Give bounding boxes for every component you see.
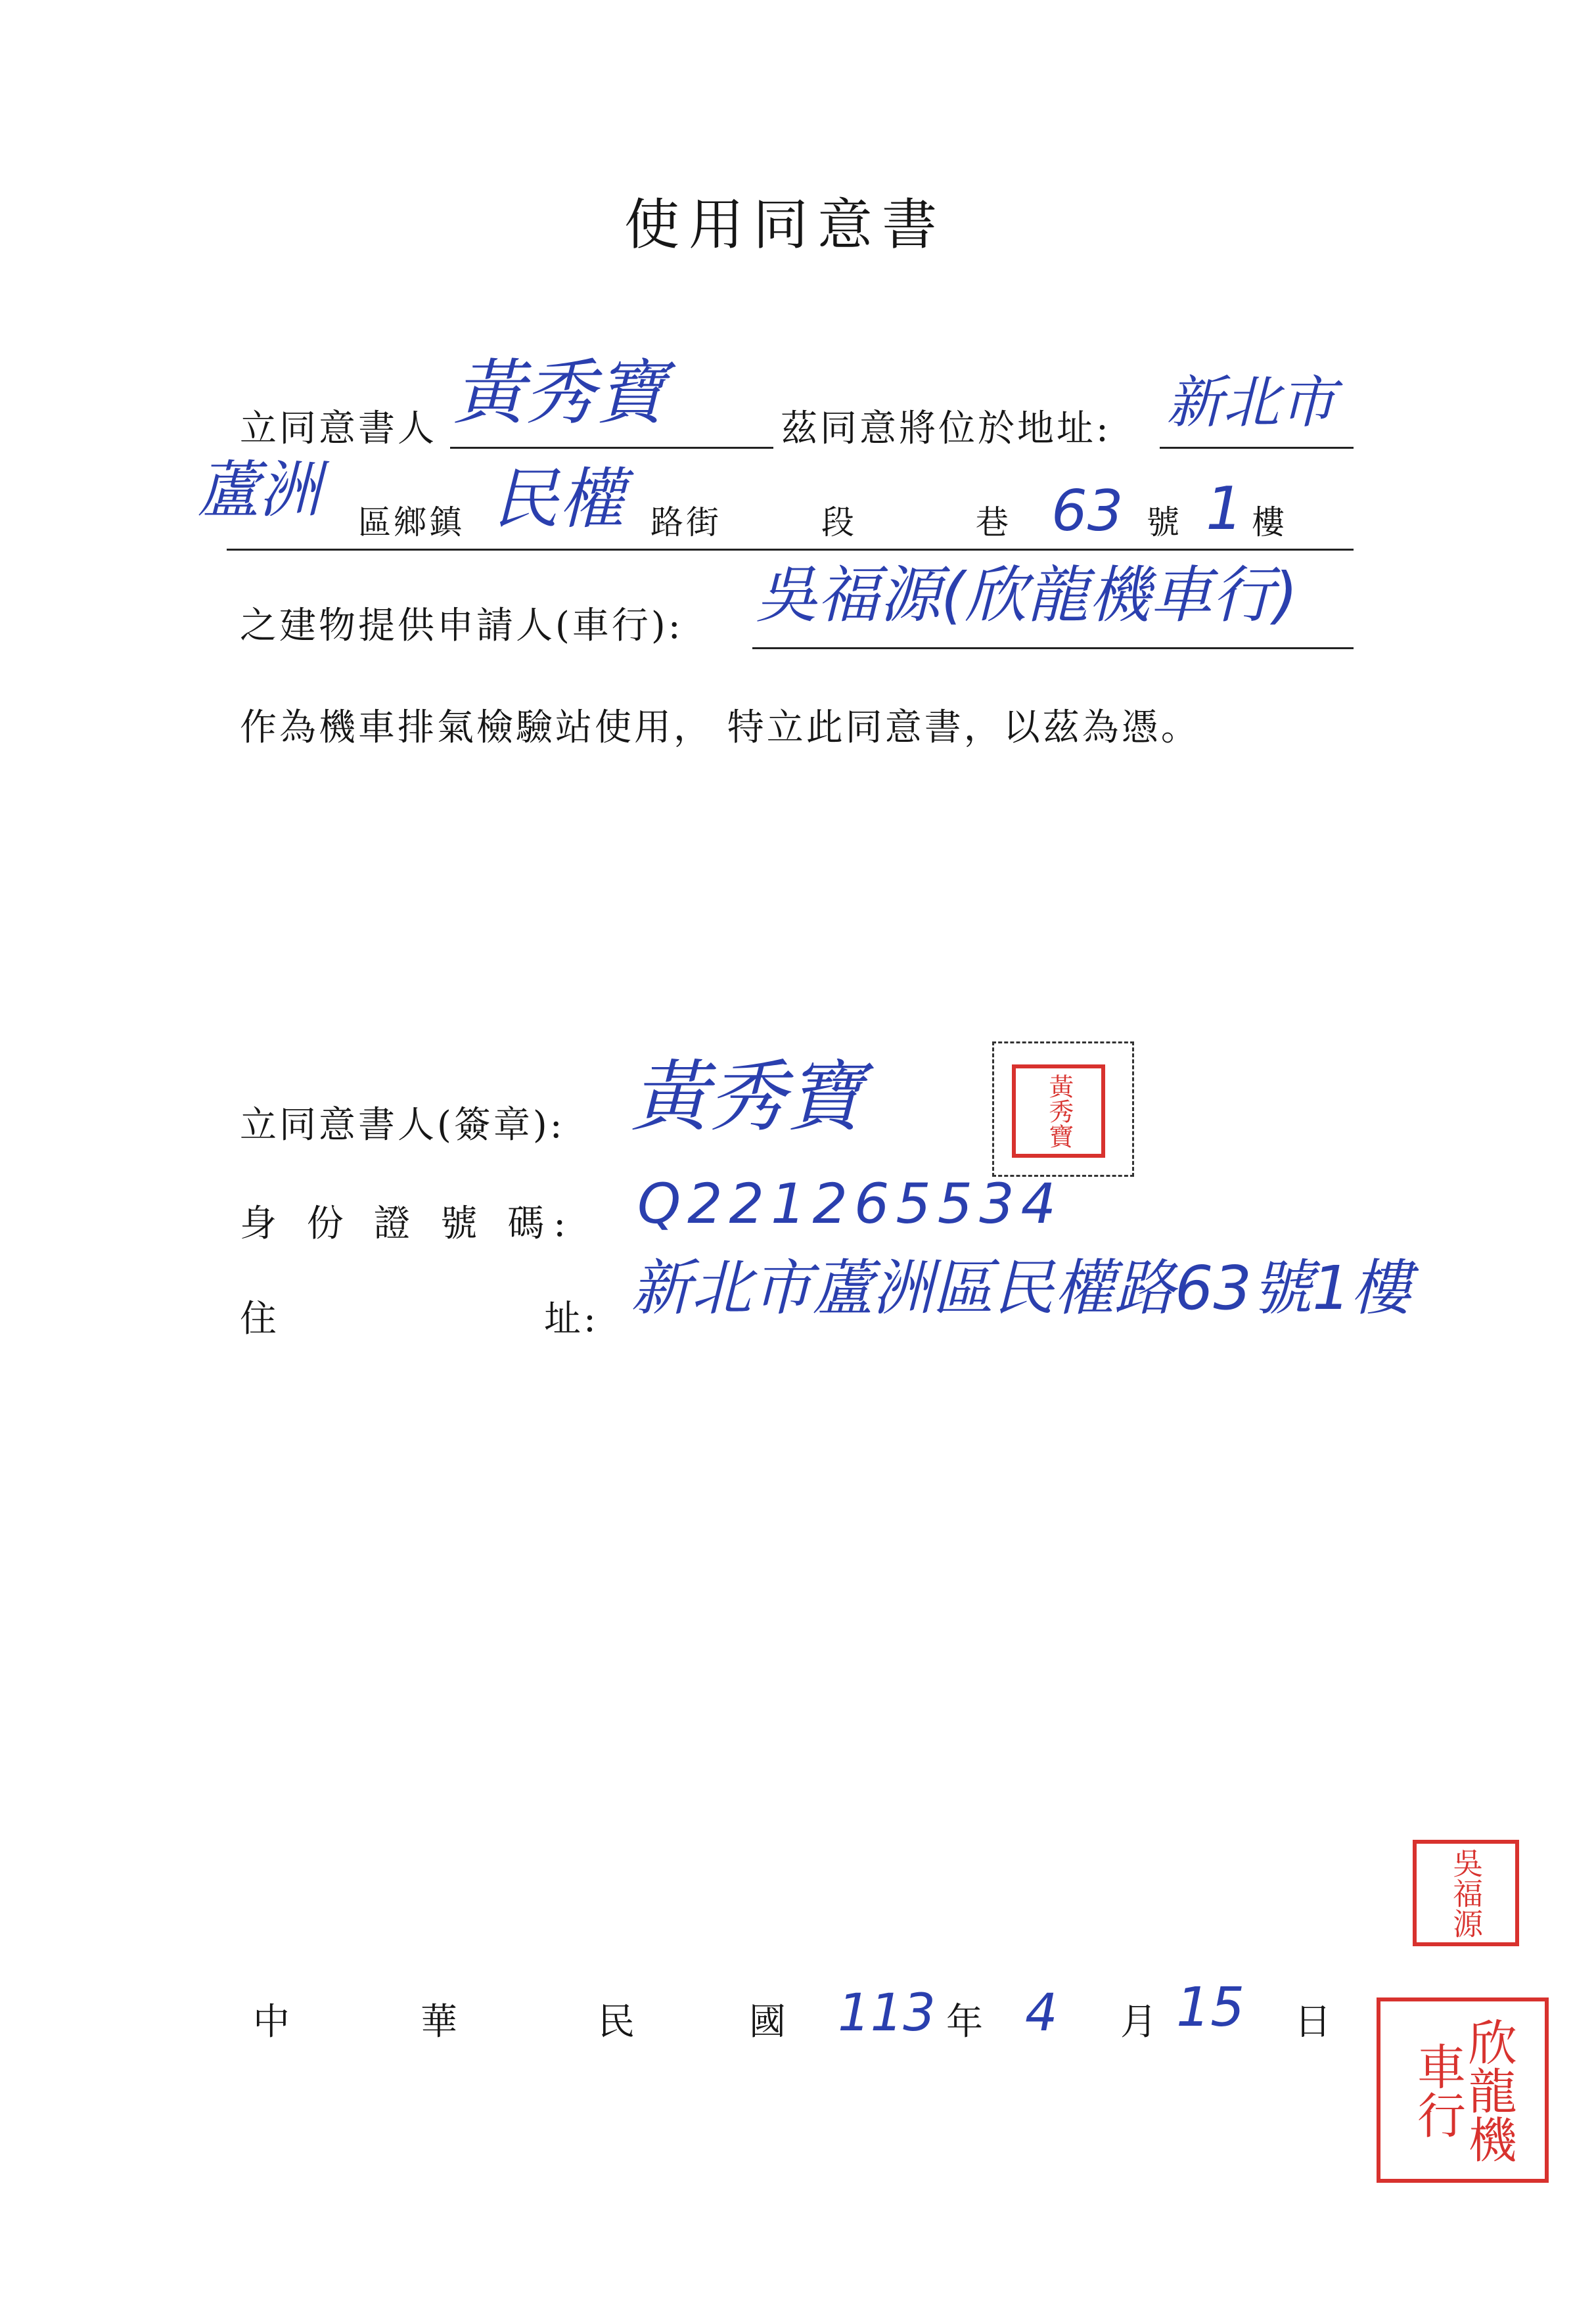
district-label: 區鄉鎮 [358,503,465,541]
residence-address-handwritten: 新北市蘆洲區民權路63號1樓 [631,1253,1411,1323]
consent-statement: 作為機車排氣檢驗站使用， 特立此同意書，以茲為憑。 [240,706,1200,749]
road-handwritten: 民權 [493,461,624,537]
number-label: 號 [1147,503,1182,541]
applicant-seal-stamp: 吳福源 [1413,1840,1519,1946]
id-number-label: 身 份 證 號 碼: [240,1202,576,1245]
page-title: 使用同意書 [624,193,947,257]
floor-handwritten: 1 [1206,474,1244,543]
signature-handwritten: 黃秀寶 [631,1051,864,1142]
consenter-prefix-label: 立同意書人 [240,407,437,450]
date-month-label: 月 [1120,2001,1160,2043]
district-handwritten: 蘆洲 [197,455,321,526]
date-month-handwritten: 4 [1025,1984,1058,2043]
date-year-handwritten: 113 [838,1984,936,2043]
applicant-prefix-label: 之建物提供申請人(車行): [240,605,683,647]
date-char-zhong: 中 [253,2001,292,2043]
id-number-handwritten: Q221265534 [637,1172,1063,1236]
house-number-handwritten: 63 [1051,478,1124,544]
section-label: 段 [821,503,857,541]
consenter-name-handwritten: 黃秀寶 [453,352,667,434]
shop-seal-stamp: 欣龍機車行 [1377,1997,1549,2183]
address-line [227,549,1354,551]
signature-label: 立同意書人(簽章): [240,1104,565,1147]
applicant-line [752,647,1354,649]
residence-label-start: 住 [240,1298,279,1340]
consent-address-label: 茲同意將位於地址: [781,407,1111,450]
date-char-guo: 國 [749,2001,788,2043]
floor-label: 樓 [1252,503,1287,541]
date-char-hua: 華 [421,2001,460,2043]
city-handwritten: 新北市 [1166,370,1336,436]
date-year-label: 年 [946,2001,986,2043]
date-day-handwritten: 15 [1176,1976,1245,2039]
road-label: 路街 [650,503,721,541]
lane-label: 巷 [976,503,1011,541]
city-line [1160,447,1354,449]
residence-label-end: 址: [544,1298,599,1340]
date-char-min: 民 [598,2001,637,2043]
applicant-handwritten: 吳福源(欣龍機車行) [756,560,1298,631]
date-day-label: 日 [1294,2001,1334,2043]
consenter-name-line [450,447,773,449]
personal-seal-stamp: 黃秀寶 [1012,1064,1105,1158]
